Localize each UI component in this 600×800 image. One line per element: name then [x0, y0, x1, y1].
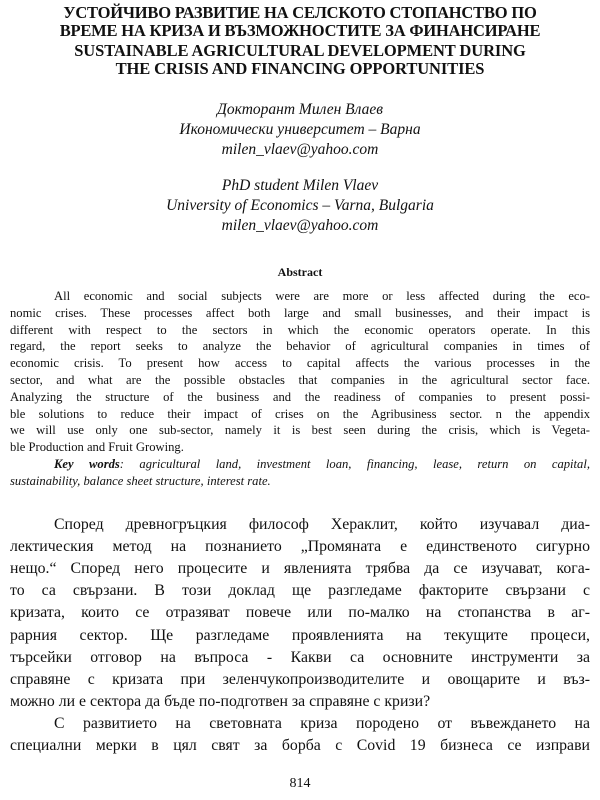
body-line: С развитието на световната криза породено от въвеждането на — [54, 715, 590, 733]
body-line: кризата, които се отразяват повече или по-малко на стопанства в аг- — [10, 604, 590, 622]
abstract-line: we will use only one sub-sector, namely it is best seen during the crisis, which is Vegeta- — [10, 423, 590, 438]
title-bulgarian — [8, 4, 592, 40]
body-line: то са свързани. В този доклад ще разгледаме факторите свързани с — [10, 582, 590, 600]
body-line: рарния сектор. Ще разгледаме проявленията на текущите процеси, — [10, 626, 590, 644]
author-email: milen_vlaev@yahoo.com — [221, 141, 379, 158]
abstract-line: different with respect to the sectors in which the economic operators operate. In this — [10, 322, 590, 337]
abstract-line: sector, and what are the possible obstacles that companies in the agricultural sector face. — [10, 372, 590, 387]
abstract-body — [8, 288, 592, 456]
abstract-heading: Abstract — [277, 265, 323, 279]
page-number: 814 — [289, 776, 311, 791]
author-email: milen_vlaev@yahoo.com — [221, 217, 379, 234]
body-line: нещо.“ Според него процесите и явленията трябва да се изучават, кога- — [10, 559, 590, 577]
author-affiliation: University of Economics – Varna, Bulgaria — [166, 197, 434, 214]
abstract-line: regard, the report seeks to analyze the behavior of agricultural companies in times of — [10, 339, 590, 354]
body-line: търсейки отговор на въпроса - Какви са основните инструменти за — [10, 648, 590, 666]
title-bg-line: УСТОЙЧИВО РАЗВИТИЕ НА СЕЛСКОТО СТОПАНСТВО ПО — [63, 3, 537, 22]
abstract-line: Analyzing the structure of the business and the readiness of companies to present possi- — [10, 389, 590, 404]
body-text — [8, 514, 592, 758]
abstract-line: ble solutions to reduce their impact of crises on the Agribusiness sector. n the appendix — [10, 406, 590, 421]
abstract-line: nomic crises. These processes affect both large and small businesses, and their impact is — [10, 305, 590, 320]
author-name: Докторант Милен Влаев — [217, 101, 383, 118]
abstract-line: ble Production and Fruit Growing. — [10, 440, 184, 455]
title-en-line: THE CRISIS AND FINANCING OPPORTUNITIES — [115, 59, 485, 78]
author-name: PhD student Milen Vlaev — [221, 177, 379, 194]
paper-title — [8, 4, 592, 78]
abstract-line: All economic and social subjects were are more or less affected during the eco- — [54, 289, 590, 303]
title-bg-line: ВРЕМЕ НА КРИЗА И ВЪЗМОЖНОСТИТЕ ЗА ФИНАНСИРАНЕ — [59, 21, 541, 40]
author-block-bulgarian — [8, 100, 592, 160]
keywords — [8, 456, 592, 490]
body-line: лектическия метод на познанието „Промяната е единственото сигурно — [10, 537, 590, 555]
title-en-line: SUSTAINABLE AGRICULTURAL DEVELOPMENT DURING — [74, 41, 526, 60]
body-line: Според древногръцкия философ Хераклит, който изучавал диа- — [54, 515, 590, 533]
keywords-line — [10, 456, 590, 473]
keywords-label: Key words — [54, 456, 120, 471]
body-line: специални мерки в цял свят за борба с Covid 19 бизнеса се изправи — [10, 737, 590, 755]
abstract-line: economic crisis. To present how access to capital affects the various processes in the — [10, 356, 590, 371]
keywords-line: sustainability, balance sheet structure, interest rate. — [10, 473, 271, 488]
keywords-text: : agricultural land, investment loan, financing, lease, return on capital, — [119, 456, 590, 471]
body-line: можно ли е сектора да бъде по-подготвен за справяне с кризи? — [10, 693, 431, 711]
body-line: справяне с кризата при зеленчукопроизводителите и овощарите и въз- — [10, 670, 590, 688]
title-english — [8, 42, 592, 78]
author-affiliation: Икономически университет – Варна — [179, 121, 421, 138]
author-block-english — [8, 176, 592, 236]
